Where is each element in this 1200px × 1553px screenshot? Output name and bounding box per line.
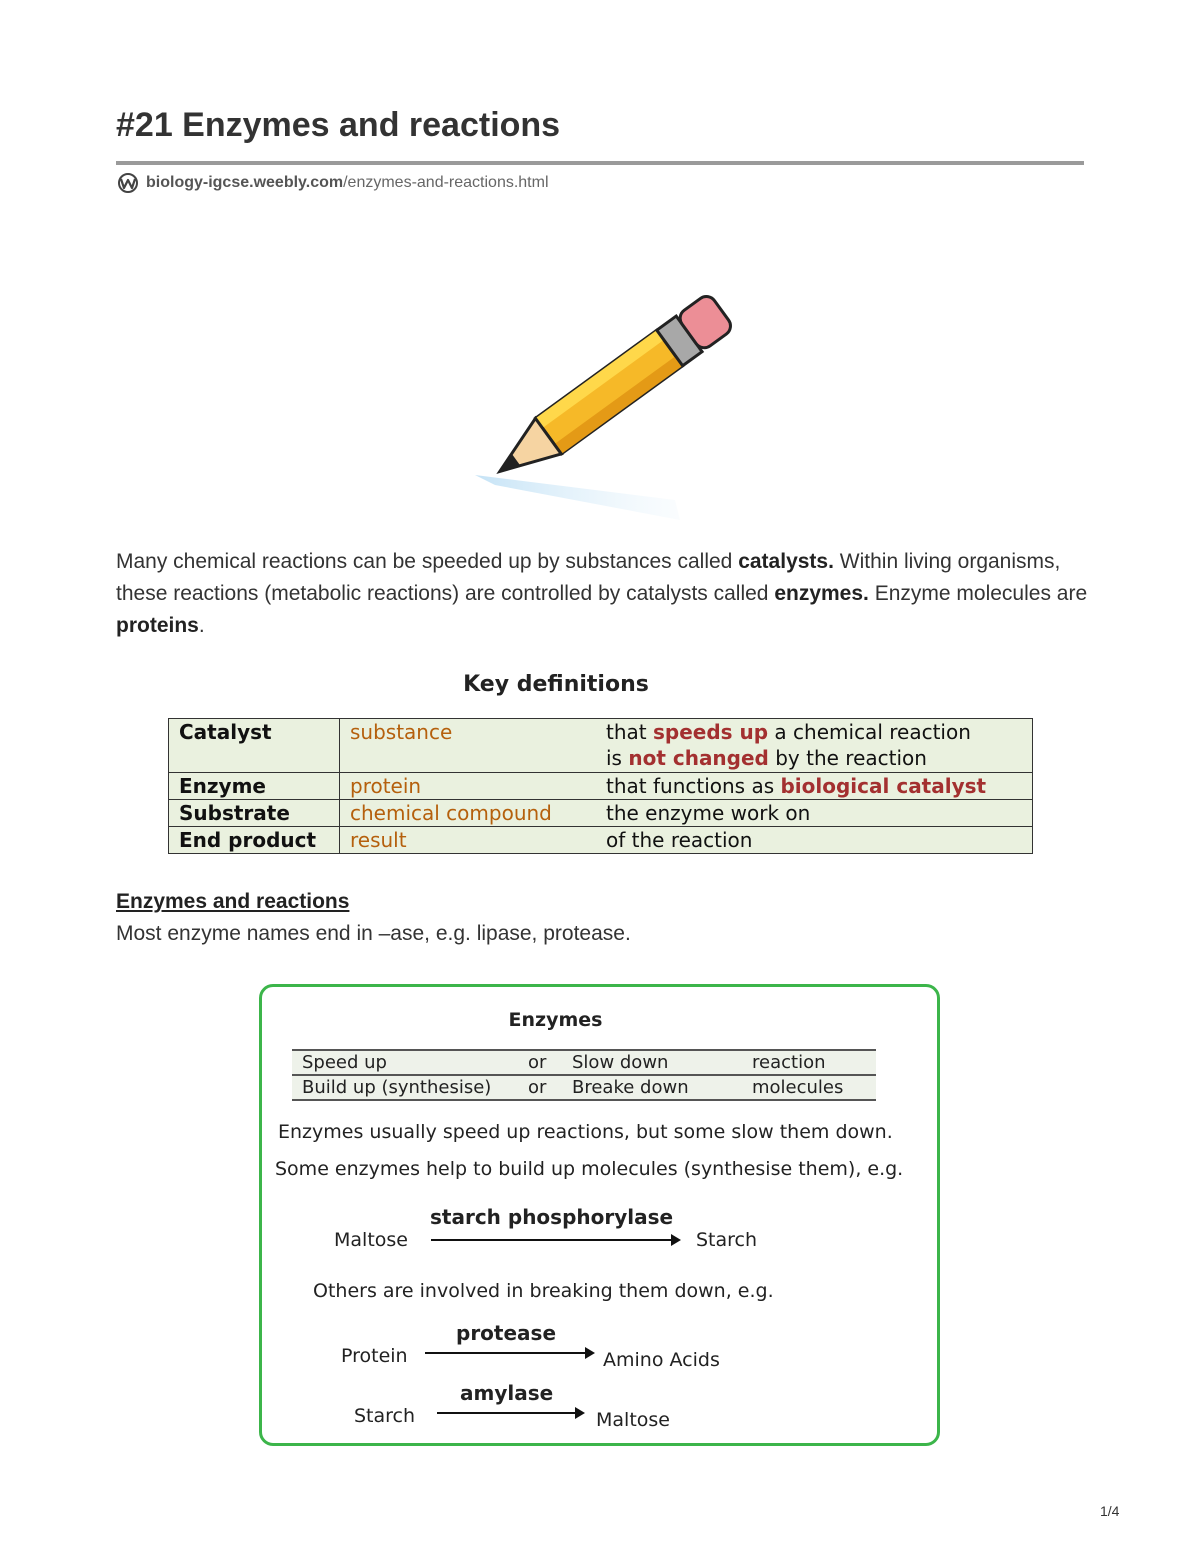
reaction-enzyme: starch phosphorylase bbox=[430, 1205, 674, 1229]
section-heading: Enzymes and reactions bbox=[116, 890, 350, 913]
key-definitions-table bbox=[168, 718, 1033, 854]
def-term: Catalyst bbox=[169, 719, 340, 773]
intro-paragraph: Many chemical reactions can be speeded up by substances called catalysts. Within living organisms, these reactions (metabolic reactions) are controlled by catalysts called enzymes. Enzyme molecules are proteins. bbox=[116, 550, 1088, 637]
def-term: Substrate bbox=[169, 800, 340, 827]
def-term: End product bbox=[169, 827, 340, 854]
enzymes-figure bbox=[259, 984, 940, 1446]
reaction-substrate: Starch bbox=[354, 1405, 416, 1427]
key-definitions-title: Key definitions bbox=[463, 672, 649, 697]
table-row bbox=[169, 827, 1033, 854]
enzymes-line-3: Others are involved in breaking them down, e.g. bbox=[313, 1280, 774, 1302]
def-description: of the reaction bbox=[596, 827, 1033, 854]
reaction-breakdown-amylase bbox=[354, 1381, 714, 1431]
enzymes-figure-title: Enzymes bbox=[508, 1009, 603, 1031]
reaction-substrate: Protein bbox=[341, 1345, 408, 1367]
page-title: #21 Enzymes and reactions bbox=[116, 106, 561, 144]
def-description: the enzyme work on bbox=[596, 800, 1033, 827]
weebly-logo-icon bbox=[116, 173, 140, 193]
def-description: that speeds up a chemical reaction is not changed by the reaction bbox=[596, 719, 1033, 773]
table-row bbox=[169, 773, 1033, 800]
source-path[interactable]: /enzymes-and-reactions.html bbox=[343, 174, 549, 191]
term-proteins: proteins bbox=[116, 614, 199, 637]
enzymes-line-2: Some enzymes help to build up molecules (synthesise them), e.g. bbox=[275, 1158, 904, 1180]
reaction-arrow-icon bbox=[437, 1412, 583, 1414]
table-row: Speed up or Slow down reaction bbox=[292, 1051, 876, 1076]
source-link[interactable] bbox=[116, 173, 549, 193]
term-enzymes: enzymes. bbox=[774, 582, 869, 605]
enzymes-line-1: Enzymes usually speed up reactions, but some slow them down. bbox=[278, 1121, 893, 1143]
def-kind: protein bbox=[340, 773, 597, 800]
reaction-breakdown-protease bbox=[341, 1321, 741, 1371]
def-kind: substance bbox=[340, 719, 597, 773]
page-number: 1/4 bbox=[1100, 1503, 1120, 1519]
reaction-product: Starch bbox=[696, 1229, 758, 1251]
table-row bbox=[169, 719, 1033, 773]
pencil-illustration bbox=[455, 295, 750, 525]
reaction-enzyme: amylase bbox=[460, 1381, 554, 1405]
def-term: Enzyme bbox=[169, 773, 340, 800]
source-domain[interactable]: biology-igcse.weebly.com bbox=[146, 174, 344, 191]
def-description: that functions as biological catalyst bbox=[596, 773, 1033, 800]
def-kind: chemical compound bbox=[340, 800, 597, 827]
reaction-arrow-icon bbox=[431, 1239, 679, 1241]
reaction-synthesis bbox=[334, 1205, 774, 1255]
term-catalysts: catalysts. bbox=[738, 550, 834, 573]
title-divider bbox=[116, 161, 1084, 165]
enzymes-table bbox=[292, 1049, 876, 1101]
reaction-arrow-icon bbox=[425, 1352, 593, 1354]
reaction-product: Amino Acids bbox=[603, 1349, 720, 1371]
table-row bbox=[169, 800, 1033, 827]
table-row: Build up (synthesise) or Breake down molecules bbox=[292, 1076, 876, 1101]
reaction-enzyme: protease bbox=[456, 1321, 557, 1345]
reaction-product: Maltose bbox=[596, 1409, 670, 1431]
reaction-substrate: Maltose bbox=[334, 1229, 408, 1251]
section-text: Most enzyme names end in –ase, e.g. lipase, protease. bbox=[116, 922, 631, 945]
def-kind: result bbox=[340, 827, 597, 854]
